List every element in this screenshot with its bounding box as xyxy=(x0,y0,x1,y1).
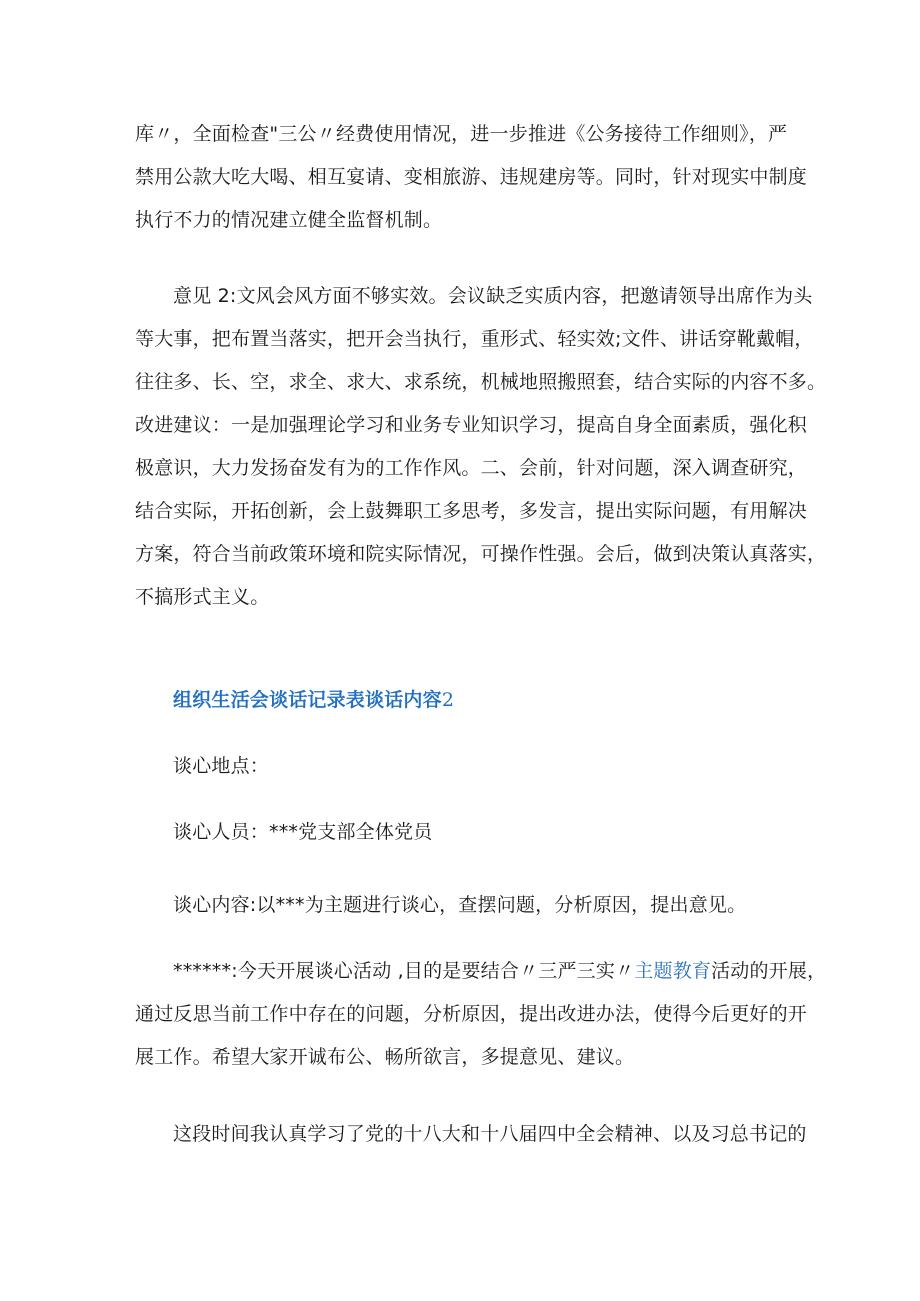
opening-text-after: 活动的开展， xyxy=(711,960,827,982)
text-line: 方案，符合当前政策环境和院实际情况，可操作性强。会后，做到决策认真落实， xyxy=(135,543,827,565)
section-heading-text: 组织生活会谈话记录表谈话内容 xyxy=(173,689,442,711)
paragraph-opening xyxy=(135,950,827,1079)
theme-education-link[interactable]: 主题教育 xyxy=(634,960,712,982)
paragraph-study xyxy=(135,1113,807,1156)
text-line: 改进建议：一是加强理论学习和业务专业知识学习，提高自身全面素质，强化积 xyxy=(135,414,808,436)
text-line: 展工作。希望大家开诚布公、畅所欲言，多提意见、建议。 xyxy=(135,1046,635,1068)
paragraph-supervision xyxy=(135,113,808,242)
meeting-place xyxy=(135,745,800,788)
text-line: 通过反思当前工作中存在的问题，分析原因，提出改进办法，使得今后更好的开 xyxy=(135,1003,808,1025)
text-line: 执行不力的情况建立健全监督机制。 xyxy=(135,209,443,231)
text-line: 往往多、长、空，求全、求大、求系统，机械地照搬照套，结合实际的内容不多。 xyxy=(135,371,827,393)
participants xyxy=(135,811,800,854)
talk-content xyxy=(135,884,800,927)
section-heading-number: 2 xyxy=(441,689,455,711)
talk-content-text: 谈心内容:以***为主题进行谈心，查摆问题，分析原因，提出意见。 xyxy=(173,894,747,916)
text-line: 极意识，大力发扬奋发有为的工作作风。二、会前，针对问题，深入调查研究， xyxy=(135,457,808,479)
meeting-place-text: 谈心地点： xyxy=(173,755,270,777)
text-line: 结合实际，开拓创新，会上鼓舞职工多思考，多发言，提出实际问题，有用解决 xyxy=(135,500,808,522)
text-line: 库〃，全面检查"三公〃经费使用情况，进一步推进《公务接待工作细则》，严 xyxy=(135,123,788,145)
section-heading xyxy=(135,679,800,722)
opening-text-before: ******:今天开展谈心活动 ,目的是要结合〃三严三实〃 xyxy=(173,960,635,982)
participants-text: 谈心人员：***党支部全体党员 xyxy=(173,821,433,843)
text-line: 意见 2:文风会风方面不够实效。会议缺乏实质内容，把邀请领导出席作为头 xyxy=(173,285,813,307)
paragraph-opinion-2 xyxy=(135,275,827,619)
text-line: 禁用公款大吃大喝、相互宴请、变相旅游、违规建房等。同时，针对现实中制度 xyxy=(135,166,808,188)
text-line: 等大事，把布置当落实，把开会当执行，重形式、轻实效;文件、讲话穿靴戴帽， xyxy=(135,328,814,350)
text-line: 这段时间我认真学习了党的十八大和十八届四中全会精神、以及习总书记的 xyxy=(173,1123,807,1145)
text-line: 不搞形式主义。 xyxy=(135,586,270,608)
